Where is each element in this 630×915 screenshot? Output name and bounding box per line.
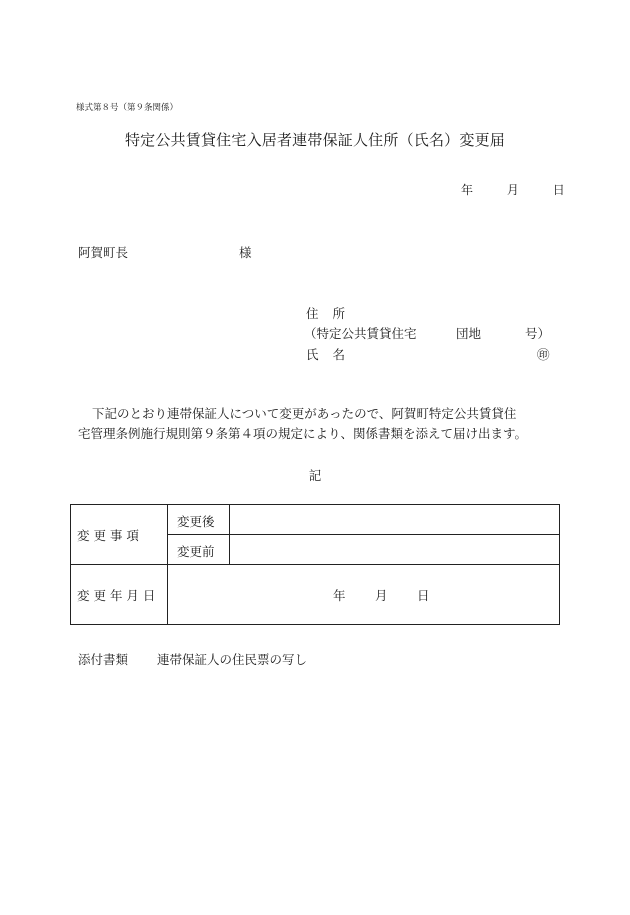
table-divider-row: [71, 564, 559, 565]
applicant-danchi-label: 団地: [456, 326, 482, 341]
date-month-label: 月: [506, 183, 519, 197]
attachment-value: 連帯保証人の住民票の写し: [157, 652, 308, 667]
after-change-label: 変更後: [177, 514, 215, 529]
change-details-table: [70, 504, 560, 625]
change-date-year: 年: [333, 588, 346, 603]
body-line-2: 宅管理条例施行規則第９条第４項の規定により、関係書類を添えて届け出ます。: [78, 426, 528, 441]
applicant-address-label: 住所: [306, 306, 360, 321]
table-divider-after-before: [167, 534, 559, 535]
before-change-label: 変更前: [177, 544, 215, 559]
date-day-label: 日: [552, 183, 565, 197]
submission-date: [461, 181, 565, 198]
date-year-label: 年: [461, 183, 474, 197]
applicant-housing-prefix: （特定公共賃貸住宅: [304, 326, 417, 341]
applicant-name-label: 氏名: [306, 347, 360, 362]
change-item-label: 変 更 事 項: [77, 528, 139, 543]
body-line-1: 下記のとおり連帯保証人について変更があったので、阿賀町特定公共賃貸住: [92, 406, 517, 421]
addressee-name: 阿賀町長: [78, 245, 129, 260]
change-date-day: 日: [417, 588, 430, 603]
change-date-label: 変 更 年 月 日: [77, 588, 156, 603]
change-date-month: 月: [375, 588, 388, 603]
document-title: 特定公共賃貸住宅入居者連帯保証人住所（氏名）変更届: [124, 131, 505, 149]
addressee-honorific: 様: [239, 245, 252, 260]
body-paragraph: [78, 404, 560, 444]
applicant-go-label: 号）: [525, 326, 551, 341]
ki-heading: 記: [308, 468, 322, 483]
form-number: 様式第８号（第９条関係）: [76, 103, 179, 113]
seal-icon: ㊞: [537, 347, 550, 362]
attachment-label: 添付書類: [78, 652, 129, 667]
